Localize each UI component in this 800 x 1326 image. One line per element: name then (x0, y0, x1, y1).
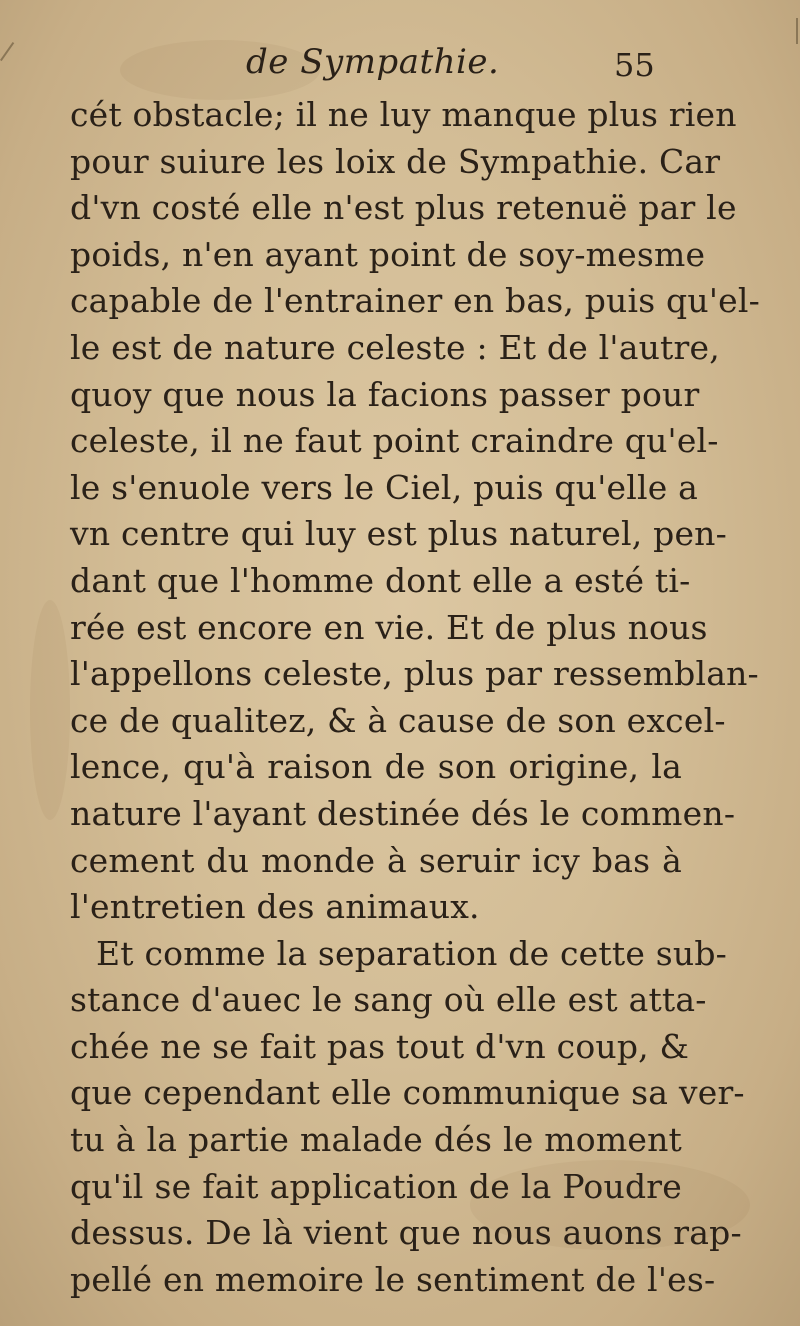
text-line: celeste, il ne faut point craindre qu'el- (70, 421, 719, 461)
text-line: nature l'ayant destinée dés le commen- (70, 793, 736, 833)
text-line: que cependant elle communique sa ver- (70, 1073, 745, 1113)
text-line: cement du monde à seruir icy bas à (70, 840, 682, 880)
text-line: tu à la partie malade dés le moment (70, 1120, 682, 1160)
text-line: l'appellons celeste, plus par ressemblan- (70, 654, 759, 694)
text-line: quoy que nous la facions passer pour (70, 374, 700, 414)
text-line: d'vn costé elle n'est plus retenuë par le (70, 188, 737, 228)
text-line: le s'enuole vers le Ciel, puis qu'elle a (70, 467, 699, 507)
page-header (0, 42, 800, 92)
text-line: ce de qualitez, & à cause de son excel- (70, 700, 726, 740)
text-line: pour suiure les loix de Sympathie. Car (70, 141, 721, 181)
text-line: vn centre qui luy est plus naturel, pen- (70, 514, 727, 554)
paragraph-end-line: l'entretien des animaux. (70, 887, 480, 927)
text-line: stance d'auec le sang où elle est atta- (70, 980, 707, 1020)
running-title: de Sympathie. (246, 42, 500, 82)
paragraph-first-line: Et comme la separation de cette sub- (96, 933, 728, 973)
text-line: pellé en memoire le sentiment de l'es- (70, 1259, 716, 1299)
text-line: dessus. De là vient que nous auons rap- (70, 1213, 742, 1253)
text-line: cét obstacle; il ne luy manque plus rien (70, 95, 737, 134)
page-edge-mark (796, 18, 798, 44)
text-line: chée ne se fait pas tout d'vn coup, & (70, 1026, 690, 1066)
paper-stain (30, 600, 70, 820)
text-line: lence, qu'à raison de son origine, la (70, 747, 682, 787)
page-number: 55 (614, 46, 655, 84)
body-text (70, 92, 760, 1303)
text-line: rée est encore en vie. Et de plus nous (70, 607, 708, 647)
text-line: poids, n'en ayant point de soy-mesme (70, 234, 706, 274)
text-line: qu'il se fait application de la Poudre (70, 1166, 682, 1206)
text-line: capable de l'entrainer en bas, puis qu'el- (70, 281, 760, 321)
text-line: dant que l'homme dont elle a esté ti- (70, 560, 691, 600)
text-line: le est de nature celeste : Et de l'autre, (70, 327, 720, 367)
